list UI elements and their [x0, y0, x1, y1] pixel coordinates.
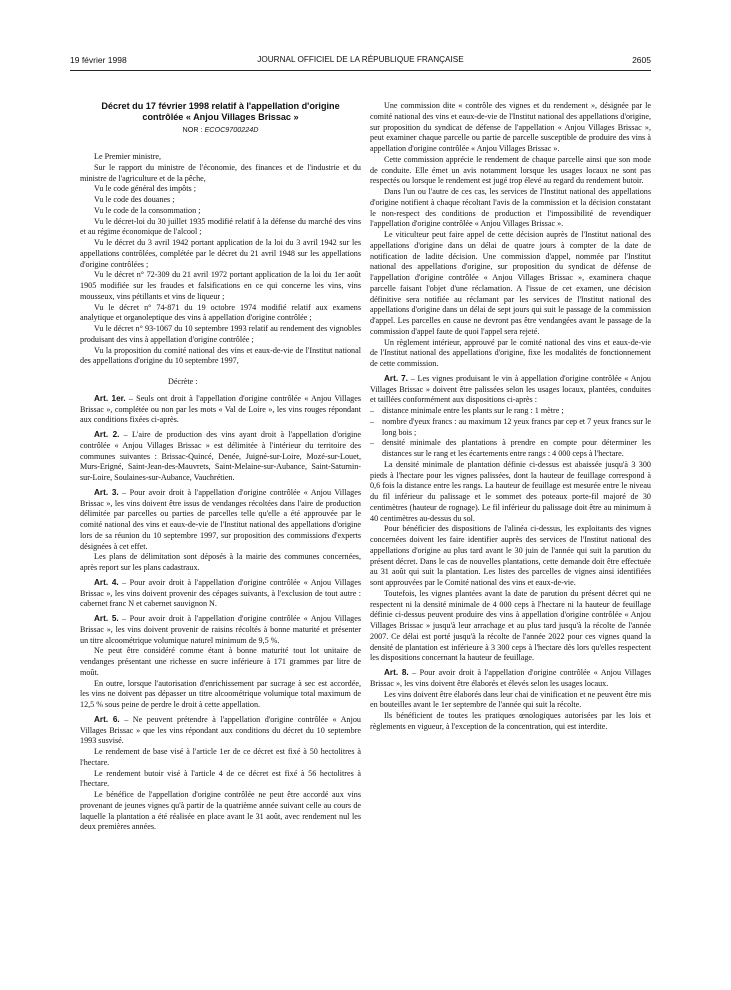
nor-label: NOR : — [182, 125, 203, 135]
list-item: – densité minimale des plantations à prendre en compte pour déterminer les distances sur le rang et les écartements entre rangs : 4 000 ceps à l'hectare. — [370, 438, 651, 460]
visa-paragraph: Sur le rapport du ministre de l'économie, des finances et de l'industrie et du ministre de l'agriculture et de la pêche, — [80, 162, 361, 183]
article-8 — [370, 668, 651, 690]
article-text: – Ne peuvent prétendre à l'appellation d'origine contrôlée « Anjou Villages Brissac » que les vins répondant aux conditions du décret du 10 septembre 1993 susvisé. — [80, 714, 361, 746]
page-number: 2605 — [632, 55, 651, 65]
body-paragraph: Une commission dite « contrôle des vignes et du rendement », désignée par le comité national des vins et eaux-de-vie de l'Institut national des appellations d'origine, sur proposition du syndicat de défense de l'appellation « Anjou Villages Brissac », peut examiner chaque parcelle ou partie de parcelle susceptible de produire des vins à appellation d'origine contrôlée « Anjou Villages Brissac ». — [370, 101, 651, 153]
article-text: – Les vignes produisant le vin à appellation d'origine contrôlée « Anjou Villages Brissac » doivent être palissées selon les usages locaux, plantées, conduites et taillées conformément aux dispositions ci-après : — [370, 373, 651, 405]
article-3 — [80, 488, 361, 553]
article-paragraph: Pour bénéficier des dispositions de l'alinéa ci-dessus, les exploitants des vignes concernées doivent les faire identifier auprès des services de l'Institut national des appellations d'origine au plus tard avant le 30 juin de l'année qui suit la parution du présent décret. Dans le cas de nouvelles plantations, cette demande doit être effectuée au 31 août qui suit la plantation. Les listes des parcelles de vignes ainsi identifiées sont approuvées par le Comité national des vins et eaux-de-vie. — [370, 524, 651, 587]
article-text: – Seuls ont droit à l'appellation d'origine contrôlée « Anjou Villages Brissac », complétée ou non par les mots « Val de Loire », les vins rouges répondant aux conditions fixées ci-après. — [80, 393, 361, 425]
list-item: – distance minimale entre les plants sur le rang : 1 mètre ; — [370, 406, 651, 417]
article-paragraph: Le rendement butoir visé à l'article 4 de ce décret est fixé à 56 hectolitres à l'hectare. — [80, 768, 361, 789]
article-7 — [370, 374, 651, 406]
article-text: – L'aire de production des vins ayant droit à l'appellation d'origine contrôlée « Anjou Villages Brissac » est délimitée à l'intérieur du territoire des communes suivantes : Brissac-Quincé, Denée, Juigné-sur-Loire, Mozé-sur-Louet, Murs-Erigné, Saint-Jean-des-Mauvrets, Saint-Melaine-sur-Aubance, Saint-Saturnin-sur-Loire, Soulaines-sur-Aubance, Vauchrétien. — [80, 430, 361, 483]
nor-code: ECOC9700224D — [204, 125, 259, 135]
decrete-heading: Décrète : — [168, 377, 198, 387]
body-paragraph: Un règlement intérieur, approuvé par le comité national des vins et eaux-de-vie de l'Institut national des appellations d'origine, fixe les modalités de fonctionnement de cette commission. — [370, 337, 651, 368]
article-text: – Pour avoir droit à l'appellation d'origine contrôlée « Anjou Villages Brissac », les vins doivent être élaborés et élevés selon les usages locaux. — [370, 668, 651, 688]
visa-paragraph: Vu la proposition du comité national des vins et eaux-de-vie de l'Institut national des appellations d'origine du 10 septembre 1997, — [80, 345, 361, 366]
planting-rules-list — [370, 406, 651, 460]
body-paragraph: Dans l'un ou l'autre de ces cas, les services de l'Institut national des appellations d'origine notifient à chaque récoltant l'avis de la commission et la décision constatant le non-respect des conditions de production et l'impossibilité de revendiquer l'appellation d'origine contrôlée « Anjou Villages Brissac ». — [370, 187, 651, 229]
article-4 — [80, 578, 361, 610]
article-5 — [80, 614, 361, 646]
article-label: Art. 6. — [94, 714, 120, 724]
article-label: Art. 3. — [94, 487, 119, 497]
visa-paragraph: Vu le décret n° 74-871 du 19 octobre 1974 modifié relatif aux examens analytique et organoleptique des vins à appellation d'origine contrôlée ; — [80, 302, 361, 323]
article-text: – Pour avoir droit à l'appellation d'origine contrôlée « Anjou Villages Brissac », les vins doivent provenir de raisins récoltés à bonne maturité et présenter un titre alcoométrique volumique naturel minimum de 9,5 %. — [80, 614, 361, 645]
article-2 — [80, 430, 361, 484]
right-column — [370, 101, 651, 733]
nor-reference — [80, 125, 361, 136]
journal-title: JOURNAL OFFICIEL DE LA RÉPUBLIQUE FRANÇAISE — [257, 55, 464, 64]
visa-paragraph: Vu le code de la consommation ; — [94, 205, 201, 215]
article-label: Art. 2. — [94, 430, 120, 440]
article-paragraph: La densité minimale de plantation définie ci-dessus est abaissée jusqu'à 3 300 pieds à l'hectare pour les vignes palissées, dont la hauteur de feuillage correspond à 0,6 fois la distance entre les rangs. La hauteur de feuillage est mesurée entre le niveau du fil inférieur du palissage et le sommet des poteaux porte-fil majoré de 30 centimètres (hauteur de rognage). Le fil inférieur du palissage doit être au minimum à 40 centimètres au-dessus du sol. — [370, 459, 651, 523]
header-date: 19 février 1998 — [70, 55, 127, 65]
visa-paragraph: Vu le code général des impôts ; — [94, 184, 196, 194]
article-label: Art. 7. — [384, 373, 408, 383]
body-paragraph: Cette commission apprécie le rendement de chaque parcelle ainsi que son mode de conduite. Elle émet un avis notamment lorsque les usages locaux ne sont pas respectés ou lorsque le rendement est jugé trop élevé au regard du rendement butoir. — [370, 154, 651, 186]
decree-title: Décret du 17 février 1998 relatif à l'appellation d'origine contrôlée « Anjou Villages Brissac » — [101, 101, 340, 123]
header-rule — [70, 70, 651, 71]
article-label: Art. 4. — [94, 577, 119, 587]
page-header — [70, 55, 651, 69]
article-paragraph: Toutefois, les vignes plantées avant la date de parution du présent décret qui ne respectent ni la densité minimale de 4 000 ceps à l'hectare ni la hauteur de feuillage définie ci-dessus peuvent produire des vins à appellation d'origine contrôlée « Anjou Villages Brissac » jusqu'à leur arrachage et au plus tard jusqu'à la récolte de l'année 2007. Ce délai est porté jusqu'à la récolte de l'année 2022 pour ces vignes quand la densité de plantation est inférieure à 3 300 ceps à l'hectare dès lors qu'elles respectent les dispositions concernant la hauteur de feuillage. — [370, 588, 651, 663]
article-paragraph: Les plans de délimitation sont déposés à la mairie des communes concernées, après report sur les plans cadastraux. — [80, 552, 361, 573]
visa-paragraph: Le Premier ministre, — [94, 152, 162, 162]
article-text: – Pour avoir droit à l'appellation d'origine contrôlée « Anjou Villages Brissac », les vins doivent être issus de vendanges récoltées dans l'aire de production délimitée par parcelles ou parties de parcelles telle qu'elle a été approuvée par le comité national des vins et eaux-de-vie de l'Institut national des appellations d'origine lors de sa réunion du 10 septembre 1997, sur proposition des commissions d'experts désignées à cet effet. — [80, 487, 361, 551]
article-paragraph: Le rendement de base visé à l'article 1er de ce décret est fixé à 50 hectolitres à l'hectare. — [80, 747, 361, 767]
visa-paragraph: Vu le décret du 3 avril 1942 portant application de la loi du 3 avril 1942 sur les appellations contrôlées, complétée par le décret du 21 avril 1948 sur les appellations d'origine contrôlées ; — [80, 238, 361, 269]
body-paragraph: Le viticulteur peut faire appel de cette décision auprès de l'Institut national des appellations d'origine dans un délai de quatre jours à compter de la date de notification de ladite décision. Une commission d'appel, nommée par l'Institut national des appellations d'origine, sur proposition du syndicat de défense de l'appellation d'origine contrôlée « Anjou Villages Brissac », examinera chaque parcelle faisant l'objet d'une réclamation. A l'issue de cet examen, une décision définitive sera notifiée au réclamant par les services de l'Institut national des appellations d'origine dans un délai de sept jours qui suit le passage de la commission d'appel. Les parcelles en cause ne devront pas être vendangées avant le passage de la commission d'appel faute de quoi l'appel sera rejeté. — [370, 230, 651, 336]
visa-paragraph: Vu le décret n° 72-309 du 21 avril 1972 portant application de la loi du 1er août 1905 modifiée sur les fraudes et falsifications en ce qui concerne les vins, vins mousseux, vins pétillants et vins de liqueur ; — [80, 270, 361, 301]
left-column — [80, 101, 361, 833]
article-paragraph: Le bénéfice de l'appellation d'origine contrôlée ne peut être accordé aux vins provenant de jeunes vignes qu'à partir de la quatrième année suivant celle au cours de laquelle la plantation a été réalisée en place avant le 31 août, avec rendement nul les deux premières années. — [80, 790, 361, 832]
article-6 — [80, 715, 361, 747]
article-paragraph: Ils bénéficient de toutes les pratiques œnologiques autorisées par les lois et règlements en vigueur, à l'exception de la concentration, qui est interdite. — [370, 711, 651, 731]
article-label: Art. 8. — [384, 668, 409, 677]
article-1 — [80, 394, 361, 426]
article-paragraph: Ne peut être considéré comme étant à bonne maturité tout lot unitaire de vendanges présentant une richesse en sucre inférieure à 171 grammes par litre de moût. — [80, 646, 361, 677]
visa-paragraph: Vu le décret-loi du 30 juillet 1935 modifié relatif à la défense du marché des vins et au régime économique de l'alcool ; — [80, 216, 361, 237]
visa-paragraph: Vu le code des douanes ; — [94, 195, 175, 205]
article-paragraph: En outre, lorsque l'autorisation d'enrichissement par sucrage à sec est accordée, les vins ne doivent pas dépasser un titre alcoométrique volumique total maximum de 12,5 % sous peine de perdre le droit à cette appellation. — [80, 678, 361, 710]
visa-paragraph: Vu le décret n° 93-1067 du 10 septembre 1993 relatif au rendement des vignobles produisant des vins à appellation d'origine contrôlée ; — [80, 324, 361, 344]
article-text: – Pour avoir droit à l'appellation d'origine contrôlée « Anjou Villages Brissac », les vins doivent provenir des cépages suivants, à l'exclusion de tout autre : cabernet franc N et cabernet sauvignon N. — [80, 577, 361, 609]
article-label: Art. 5. — [94, 614, 119, 624]
list-item: – nombre d'yeux francs : au maximum 12 yeux francs par cep et 7 yeux francs sur le long bois ; — [370, 417, 651, 439]
article-paragraph: Les vins doivent être élaborés dans leur chai de vinification et ne peuvent être mis en bouteilles avant le 1er septembre de l'année qui suit la récolte. — [370, 689, 651, 710]
article-label: Art. 1er. — [94, 393, 126, 403]
